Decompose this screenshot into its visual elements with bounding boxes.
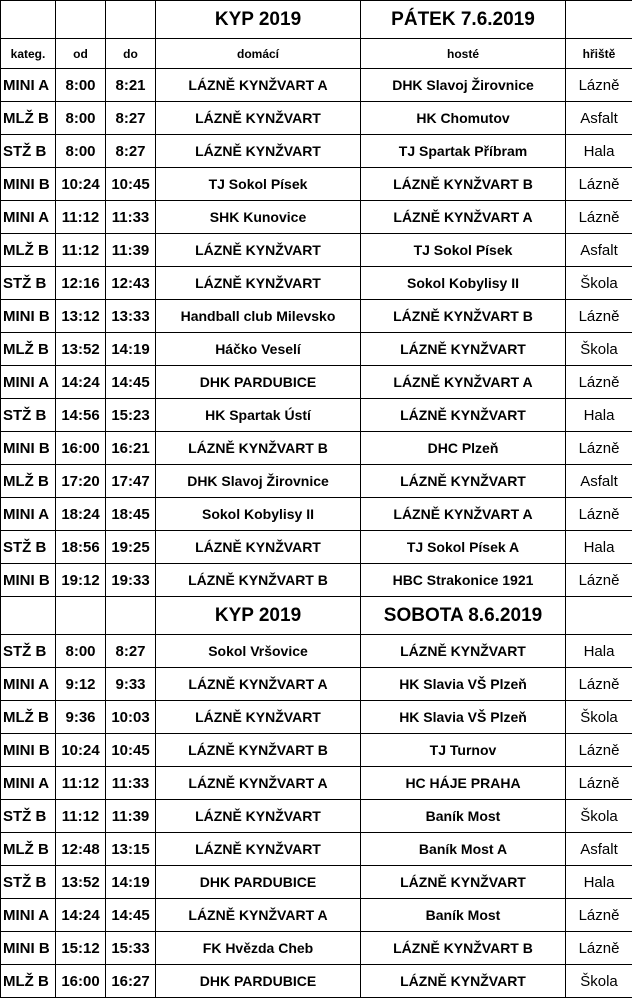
venue-cell: Asfalt — [566, 833, 632, 866]
end-time-cell: 11:39 — [106, 234, 156, 267]
end-time-cell: 11:33 — [106, 201, 156, 234]
venue-cell: Lázně — [566, 734, 632, 767]
day2-title: KYP 2019 — [156, 597, 361, 635]
venue-cell: Lázně — [566, 168, 632, 201]
category-cell: MINI A — [1, 668, 56, 701]
end-time-cell: 12:43 — [106, 267, 156, 300]
empty-cell — [1, 597, 56, 635]
away-team-cell: LÁZNĚ KYNŽVART — [361, 635, 566, 668]
end-time-cell: 17:47 — [106, 465, 156, 498]
start-time-cell: 14:24 — [56, 366, 106, 399]
table-row — [1, 899, 632, 932]
table-row — [1, 531, 632, 564]
home-team-cell: LÁZNĚ KYNŽVART A — [156, 899, 361, 932]
category-cell: MINI B — [1, 564, 56, 597]
end-time-cell: 14:19 — [106, 866, 156, 899]
start-time-cell: 8:00 — [56, 102, 106, 135]
home-team-cell: SHK Kunovice — [156, 201, 361, 234]
category-cell: MLŽ B — [1, 102, 56, 135]
home-team-cell: DHK PARDUBICE — [156, 965, 361, 998]
venue-cell: Hala — [566, 135, 632, 168]
category-cell: MLŽ B — [1, 965, 56, 998]
header-kat: kateg. — [1, 39, 56, 69]
table-row — [1, 333, 632, 366]
table-row — [1, 465, 632, 498]
table-row — [1, 701, 632, 734]
home-team-cell: LÁZNĚ KYNŽVART — [156, 267, 361, 300]
home-team-cell: LÁZNĚ KYNŽVART B — [156, 432, 361, 465]
start-time-cell: 17:20 — [56, 465, 106, 498]
away-team-cell: LÁZNĚ KYNŽVART A — [361, 498, 566, 531]
day1-title: KYP 2019 — [156, 1, 361, 39]
venue-cell: Lázně — [566, 498, 632, 531]
category-cell: STŽ B — [1, 267, 56, 300]
category-cell: MLŽ B — [1, 333, 56, 366]
start-time-cell: 13:12 — [56, 300, 106, 333]
venue-cell: Asfalt — [566, 102, 632, 135]
home-team-cell: FK Hvězda Cheb — [156, 932, 361, 965]
away-team-cell: LÁZNĚ KYNŽVART — [361, 465, 566, 498]
venue-cell: Lázně — [566, 932, 632, 965]
home-team-cell: LÁZNĚ KYNŽVART — [156, 531, 361, 564]
header-hoste: hosté — [361, 39, 566, 69]
away-team-cell: LÁZNĚ KYNŽVART A — [361, 366, 566, 399]
start-time-cell: 8:00 — [56, 69, 106, 102]
end-time-cell: 15:23 — [106, 399, 156, 432]
table-row — [1, 234, 632, 267]
category-cell: MINI B — [1, 734, 56, 767]
end-time-cell: 14:45 — [106, 899, 156, 932]
end-time-cell: 15:33 — [106, 932, 156, 965]
away-team-cell: HC HÁJE PRAHA — [361, 767, 566, 800]
home-team-cell: LÁZNĚ KYNŽVART — [156, 234, 361, 267]
day2-title-row — [1, 597, 632, 635]
end-time-cell: 19:25 — [106, 531, 156, 564]
venue-cell: Hala — [566, 866, 632, 899]
table-row — [1, 668, 632, 701]
home-team-cell: LÁZNĚ KYNŽVART — [156, 102, 361, 135]
away-team-cell: HK Chomutov — [361, 102, 566, 135]
venue-cell: Hala — [566, 399, 632, 432]
start-time-cell: 10:24 — [56, 734, 106, 767]
away-team-cell: LÁZNĚ KYNŽVART A — [361, 201, 566, 234]
table-row — [1, 635, 632, 668]
start-time-cell: 18:24 — [56, 498, 106, 531]
schedule-body — [1, 1, 632, 998]
table-row — [1, 833, 632, 866]
home-team-cell: LÁZNĚ KYNŽVART — [156, 701, 361, 734]
day2-date: SOBOTA 8.6.2019 — [361, 597, 566, 635]
category-cell: MINI A — [1, 201, 56, 234]
venue-cell: Škola — [566, 800, 632, 833]
away-team-cell: LÁZNĚ KYNŽVART — [361, 965, 566, 998]
end-time-cell: 11:33 — [106, 767, 156, 800]
away-team-cell: HBC Strakonice 1921 — [361, 564, 566, 597]
venue-cell: Asfalt — [566, 234, 632, 267]
category-cell: MLŽ B — [1, 465, 56, 498]
away-team-cell: Baník Most A — [361, 833, 566, 866]
home-team-cell: Handball club Milevsko — [156, 300, 361, 333]
away-team-cell: LÁZNĚ KYNŽVART — [361, 333, 566, 366]
day1-title-row — [1, 1, 632, 39]
away-team-cell: LÁZNĚ KYNŽVART B — [361, 932, 566, 965]
category-cell: MINI A — [1, 69, 56, 102]
away-team-cell: LÁZNĚ KYNŽVART B — [361, 300, 566, 333]
venue-cell: Lázně — [566, 432, 632, 465]
start-time-cell: 15:12 — [56, 932, 106, 965]
empty-cell — [56, 1, 106, 39]
venue-cell: Lázně — [566, 564, 632, 597]
home-team-cell: LÁZNĚ KYNŽVART — [156, 135, 361, 168]
day1-date: PÁTEK 7.6.2019 — [361, 1, 566, 39]
home-team-cell: Háčko Veselí — [156, 333, 361, 366]
category-cell: MINI B — [1, 932, 56, 965]
table-row — [1, 734, 632, 767]
end-time-cell: 8:27 — [106, 102, 156, 135]
venue-cell: Škola — [566, 267, 632, 300]
end-time-cell: 16:21 — [106, 432, 156, 465]
table-row — [1, 432, 632, 465]
end-time-cell: 8:27 — [106, 635, 156, 668]
category-cell: MINI B — [1, 168, 56, 201]
empty-cell — [106, 1, 156, 39]
column-header-row — [1, 39, 632, 69]
empty-cell — [566, 597, 632, 635]
venue-cell: Lázně — [566, 69, 632, 102]
empty-cell — [106, 597, 156, 635]
home-team-cell: DHK Slavoj Žirovnice — [156, 465, 361, 498]
table-row — [1, 300, 632, 333]
home-team-cell: LÁZNĚ KYNŽVART B — [156, 564, 361, 597]
start-time-cell: 8:00 — [56, 635, 106, 668]
home-team-cell: LÁZNĚ KYNŽVART A — [156, 668, 361, 701]
start-time-cell: 19:12 — [56, 564, 106, 597]
away-team-cell: HK Slavia VŠ Plzeň — [361, 701, 566, 734]
venue-cell: Lázně — [566, 767, 632, 800]
category-cell: STŽ B — [1, 866, 56, 899]
empty-cell — [566, 1, 632, 39]
table-row — [1, 965, 632, 998]
end-time-cell: 10:45 — [106, 168, 156, 201]
home-team-cell: LÁZNĚ KYNŽVART B — [156, 734, 361, 767]
table-row — [1, 168, 632, 201]
home-team-cell: HK Spartak Ústí — [156, 399, 361, 432]
away-team-cell: LÁZNĚ KYNŽVART — [361, 866, 566, 899]
header-od: od — [56, 39, 106, 69]
start-time-cell: 16:00 — [56, 432, 106, 465]
start-time-cell: 12:16 — [56, 267, 106, 300]
away-team-cell: DHC Plzeň — [361, 432, 566, 465]
away-team-cell: LÁZNĚ KYNŽVART — [361, 399, 566, 432]
home-team-cell: Sokol Kobylisy II — [156, 498, 361, 531]
category-cell: MINI B — [1, 300, 56, 333]
table-row — [1, 866, 632, 899]
start-time-cell: 13:52 — [56, 333, 106, 366]
start-time-cell: 9:12 — [56, 668, 106, 701]
venue-cell: Lázně — [566, 366, 632, 399]
end-time-cell: 10:45 — [106, 734, 156, 767]
category-cell: MLŽ B — [1, 701, 56, 734]
venue-cell: Lázně — [566, 300, 632, 333]
away-team-cell: Baník Most — [361, 800, 566, 833]
away-team-cell: Sokol Kobylisy II — [361, 267, 566, 300]
home-team-cell: DHK PARDUBICE — [156, 366, 361, 399]
venue-cell: Lázně — [566, 899, 632, 932]
venue-cell: Hala — [566, 635, 632, 668]
category-cell: MINI A — [1, 498, 56, 531]
away-team-cell: LÁZNĚ KYNŽVART B — [361, 168, 566, 201]
end-time-cell: 9:33 — [106, 668, 156, 701]
table-row — [1, 932, 632, 965]
end-time-cell: 8:21 — [106, 69, 156, 102]
away-team-cell: TJ Sokol Písek A — [361, 531, 566, 564]
header-do: do — [106, 39, 156, 69]
end-time-cell: 13:15 — [106, 833, 156, 866]
away-team-cell: TJ Spartak Příbram — [361, 135, 566, 168]
away-team-cell: DHK Slavoj Žirovnice — [361, 69, 566, 102]
home-team-cell: Sokol Vršovice — [156, 635, 361, 668]
home-team-cell: LÁZNĚ KYNŽVART A — [156, 69, 361, 102]
venue-cell: Asfalt — [566, 465, 632, 498]
table-row — [1, 366, 632, 399]
venue-cell: Škola — [566, 701, 632, 734]
category-cell: MINI A — [1, 767, 56, 800]
away-team-cell: Baník Most — [361, 899, 566, 932]
away-team-cell: TJ Turnov — [361, 734, 566, 767]
category-cell: STŽ B — [1, 531, 56, 564]
start-time-cell: 18:56 — [56, 531, 106, 564]
category-cell: STŽ B — [1, 399, 56, 432]
end-time-cell: 14:19 — [106, 333, 156, 366]
venue-cell: Škola — [566, 333, 632, 366]
home-team-cell: DHK PARDUBICE — [156, 866, 361, 899]
venue-cell: Hala — [566, 531, 632, 564]
header-domaci: domácí — [156, 39, 361, 69]
away-team-cell: HK Slavia VŠ Plzeň — [361, 668, 566, 701]
table-row — [1, 498, 632, 531]
table-row — [1, 135, 632, 168]
category-cell: MLŽ B — [1, 234, 56, 267]
table-row — [1, 267, 632, 300]
category-cell: MINI A — [1, 899, 56, 932]
start-time-cell: 16:00 — [56, 965, 106, 998]
table-row — [1, 800, 632, 833]
category-cell: STŽ B — [1, 135, 56, 168]
table-row — [1, 767, 632, 800]
table-row — [1, 399, 632, 432]
table-row — [1, 201, 632, 234]
end-time-cell: 11:39 — [106, 800, 156, 833]
category-cell: STŽ B — [1, 800, 56, 833]
start-time-cell: 9:36 — [56, 701, 106, 734]
category-cell: STŽ B — [1, 635, 56, 668]
start-time-cell: 8:00 — [56, 135, 106, 168]
venue-cell: Lázně — [566, 201, 632, 234]
end-time-cell: 18:45 — [106, 498, 156, 531]
start-time-cell: 11:12 — [56, 800, 106, 833]
start-time-cell: 14:24 — [56, 899, 106, 932]
start-time-cell: 11:12 — [56, 767, 106, 800]
empty-cell — [1, 1, 56, 39]
end-time-cell: 19:33 — [106, 564, 156, 597]
start-time-cell: 14:56 — [56, 399, 106, 432]
home-team-cell: TJ Sokol Písek — [156, 168, 361, 201]
category-cell: MINI B — [1, 432, 56, 465]
category-cell: MINI A — [1, 366, 56, 399]
home-team-cell: LÁZNĚ KYNŽVART — [156, 833, 361, 866]
start-time-cell: 12:48 — [56, 833, 106, 866]
start-time-cell: 11:12 — [56, 234, 106, 267]
home-team-cell: LÁZNĚ KYNŽVART — [156, 800, 361, 833]
home-team-cell: LÁZNĚ KYNŽVART A — [156, 767, 361, 800]
venue-cell: Lázně — [566, 668, 632, 701]
start-time-cell: 10:24 — [56, 168, 106, 201]
table-row — [1, 102, 632, 135]
end-time-cell: 10:03 — [106, 701, 156, 734]
end-time-cell: 14:45 — [106, 366, 156, 399]
venue-cell: Škola — [566, 965, 632, 998]
table-row — [1, 564, 632, 597]
category-cell: MLŽ B — [1, 833, 56, 866]
header-hriste: hřiště — [566, 39, 632, 69]
table-row — [1, 69, 632, 102]
start-time-cell: 11:12 — [56, 201, 106, 234]
empty-cell — [56, 597, 106, 635]
end-time-cell: 8:27 — [106, 135, 156, 168]
end-time-cell: 16:27 — [106, 965, 156, 998]
away-team-cell: TJ Sokol Písek — [361, 234, 566, 267]
start-time-cell: 13:52 — [56, 866, 106, 899]
end-time-cell: 13:33 — [106, 300, 156, 333]
